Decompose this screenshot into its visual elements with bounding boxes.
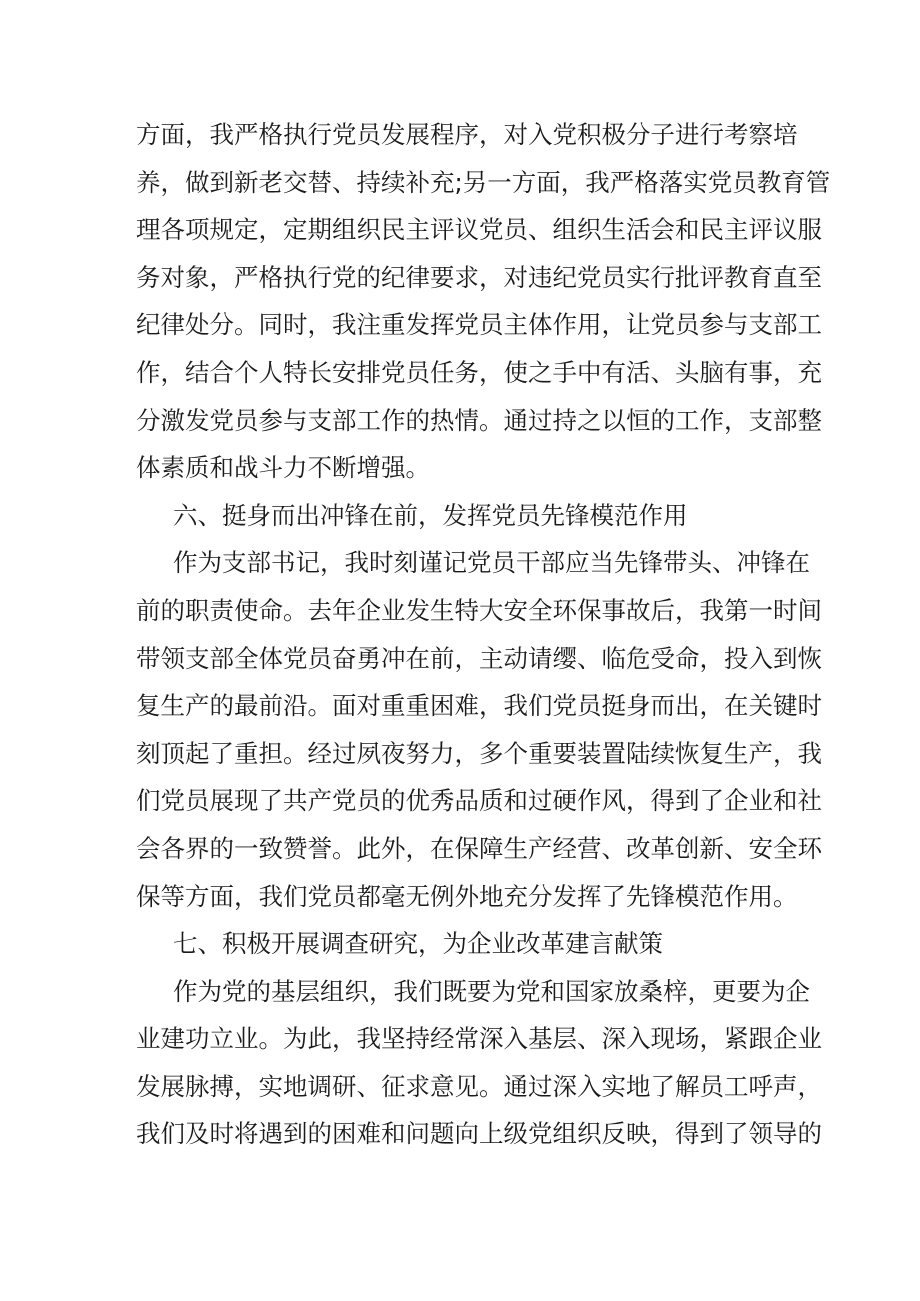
text-line: 我们及时将遇到的困难和问题向上级党组织反映，得到了领导的 bbox=[136, 1119, 822, 1149]
text-line: 体素质和战斗力不断增强。 bbox=[136, 453, 430, 483]
text-line: 刻顶起了重担。经过夙夜努力，多个重要装置陆续恢复生产，我 bbox=[136, 738, 822, 768]
text-line: 业建功立业。为此，我坚持经常深入基层、深入现场，紧跟企业 bbox=[136, 1024, 822, 1054]
body-text bbox=[136, 111, 831, 1158]
text-line: 保等方面，我们党员都毫无例外地充分发挥了先锋模范作用。 bbox=[136, 881, 798, 911]
text-line: 方面，我严格执行党员发展程序，对入党积极分子进行考察培 bbox=[136, 120, 798, 149]
text-line: 作，结合个人特长安排党员任务，使之手中有活、头脑有事，充 bbox=[136, 357, 822, 387]
text-line: 会各界的一致赞誉。此外，在保障生产经营、改革创新、安全环 bbox=[136, 833, 822, 863]
text-line: 作为党的基层组织，我们既要为党和国家放桑梓，更要为企 bbox=[173, 976, 810, 1006]
section-heading: 六、挺身而出冲锋在前，发挥党员先锋模范作用 bbox=[173, 500, 688, 530]
text-line: 务对象，严格执行党的纪律要求，对违纪党员实行批评教育直至 bbox=[136, 262, 822, 292]
text-line: 理各项规定，定期组织民主评议党员、组织生活会和民主评议服 bbox=[136, 215, 822, 245]
text-line: 复生产的最前沿。面对重重困难，我们党员挺身而出，在关键时 bbox=[136, 691, 822, 721]
text-line: 养，做到新老交替、持续补充;另一方面，我严格落实党员教育管 bbox=[136, 167, 831, 197]
text-line: 分激发党员参与支部工作的热情。通过持之以恒的工作，支部整 bbox=[136, 405, 822, 435]
text-line: 们党员展现了共产党员的优秀品质和过硬作风，得到了企业和社 bbox=[136, 786, 822, 816]
text-line: 前的职责使命。去年企业发生特大安全环保事故后，我第一时间 bbox=[136, 595, 822, 625]
text-line: 发展脉搏，实地调研、征求意见。通过深入实地了解员工呼声， bbox=[136, 1071, 822, 1101]
text-line: 作为支部书记，我时刻谨记党员干部应当先锋带头、冲锋在 bbox=[173, 548, 810, 578]
text-line: 纪律处分。同时，我注重发挥党员主体作用，让党员参与支部工 bbox=[136, 310, 822, 340]
section-heading: 七、积极开展调查研究，为企业改革建言献策 bbox=[173, 929, 663, 959]
text-line: 带领支部全体党员奋勇冲在前，主动请缨、临危受命，投入到恢 bbox=[136, 643, 822, 673]
